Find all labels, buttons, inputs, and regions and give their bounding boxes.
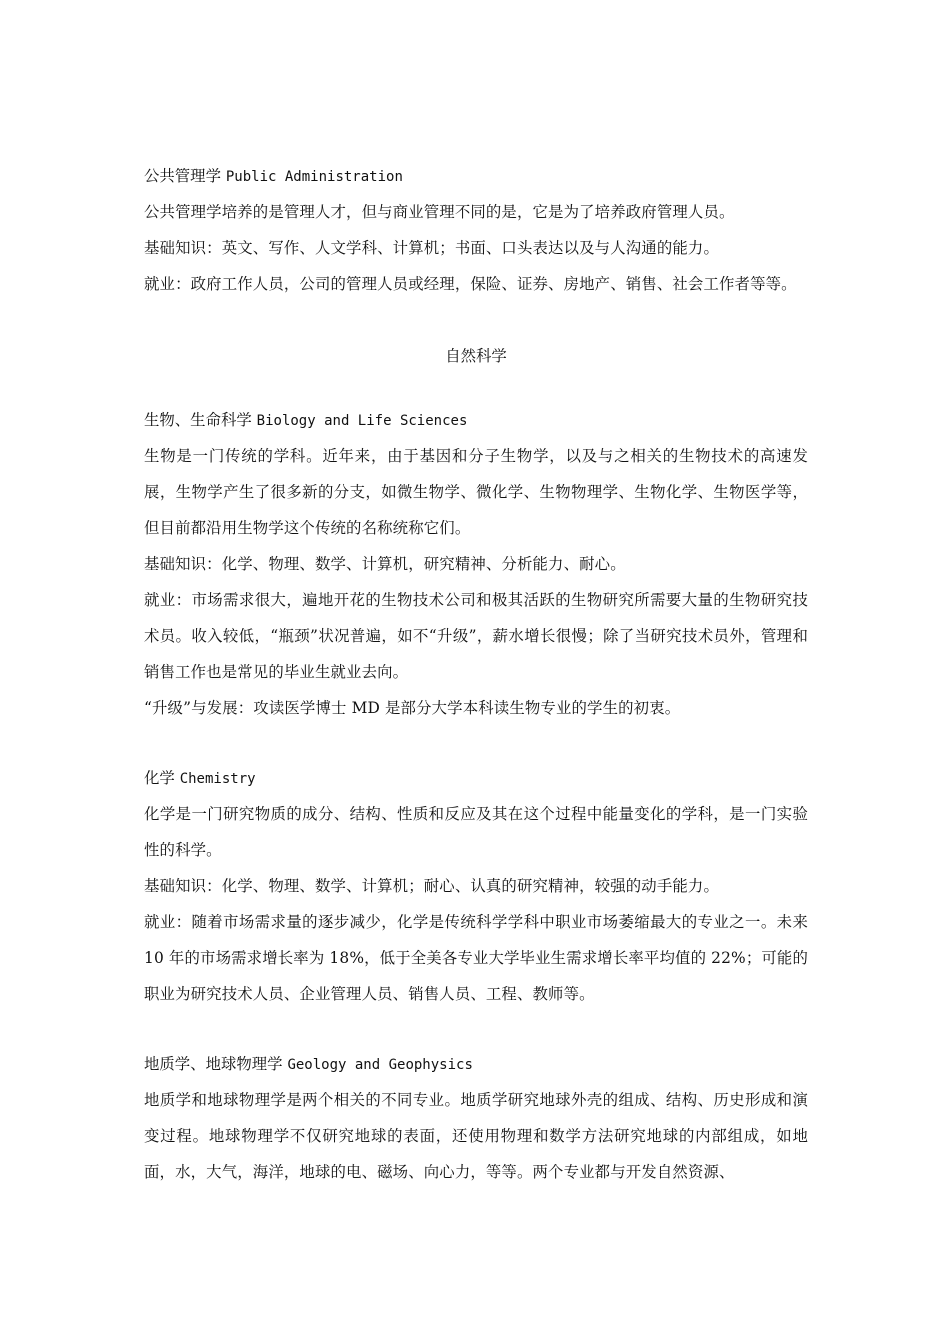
spacer [144, 374, 808, 402]
title-en: Chemistry [179, 771, 256, 787]
spacer [144, 726, 808, 760]
natural-science-heading: 自然科学 [445, 347, 507, 365]
chemistry-description: 化学是一门研究物质的成分、结构、性质和反应及其在这个过程中能量变化的学科，是一门实验性的科学。 [144, 805, 808, 859]
title-en: Geology and Geophysics [287, 1057, 473, 1073]
biology-basics: 基础知识：化学、物理、数学、计算机，研究精神、分析能力、耐心。 [144, 555, 626, 573]
section-title-biology [144, 402, 808, 438]
chemistry-career: 就业：随着市场需求量的逐步减少，化学是传统科学学科中职业市场萎缩最大的专业之一。未来 10 年的市场需求增长率为 18%，低于全美各专业大学毕业生需求增长率平均值的 22%；可能的职业为研究技术人员、企业管理人员、销售人员、工程、教师等。 [144, 913, 808, 1003]
biology-upgrade: “升级”与发展：攻读医学博士 MD 是部分大学本科读生物专业的学生的初衷。 [144, 699, 681, 717]
section-title-chemistry [144, 760, 808, 796]
chemistry-basics: 基础知识：化学、物理、数学、计算机；耐心、认真的研究精神，较强的动手能力。 [144, 877, 720, 895]
biology-career: 就业：市场需求很大，遍地开花的生物技术公司和极其活跃的生物研究所需要大量的生物研究技术员。收入较低，“瓶颈”状况普遍，如不“升级”，薪水增长很慢；除了当研究技术员外，管理和销售工作也是常见的毕业生就业去向。 [144, 591, 808, 681]
title-cn: 生物、生命科学 [144, 411, 252, 429]
public-admin-description: 公共管理学培养的是管理人才，但与商业管理不同的是，它是为了培养政府管理人员。 [144, 203, 735, 221]
biology-description: 生物是一门传统的学科。近年来，由于基因和分子生物学，以及与之相关的生物技术的高速发展，生物学产生了很多新的分支，如微生物学、微化学、生物物理学、生物化学、生物医学等，但目前都沿用生物学这个传统的名称统称它们。 [144, 447, 808, 537]
section-title-geology [144, 1046, 808, 1082]
section-title-public-administration [144, 158, 808, 194]
title-cn: 公共管理学 [144, 167, 221, 185]
title-cn: 地质学、地球物理学 [144, 1055, 283, 1073]
public-admin-career: 就业：政府工作人员，公司的管理人员或经理，保险、证券、房地产、销售、社会工作者等等。 [144, 275, 797, 293]
geology-description: 地质学和地球物理学是两个相关的不同专业。地质学研究地球外壳的组成、结构、历史形成和演变过程。地球物理学不仅研究地球的表面，还使用物理和数学方法研究地球的内部组成，如地面，水，大气，海洋，地球的电、磁场、向心力，等等。两个专业都与开发自然资源、 [144, 1091, 808, 1181]
title-en: Biology and Life Sciences [256, 413, 468, 429]
title-en: Public Administration [225, 169, 403, 185]
public-admin-basics: 基础知识：英文、写作、人文学科、计算机；书面、口头表达以及与人沟通的能力。 [144, 239, 720, 257]
document-page [144, 158, 808, 1190]
spacer [144, 302, 808, 338]
spacer [144, 1012, 808, 1046]
title-cn: 化学 [144, 769, 175, 787]
